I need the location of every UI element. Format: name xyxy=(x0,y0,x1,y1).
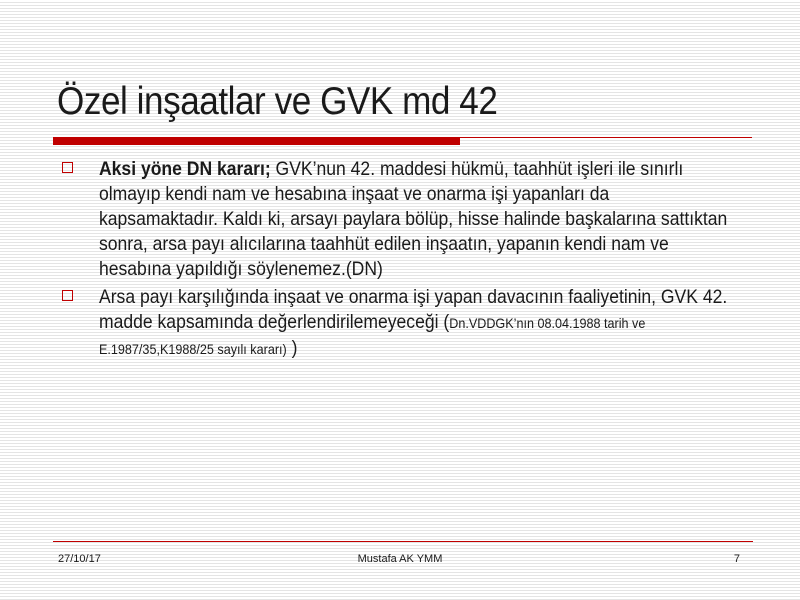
bullet-citation: Dn.VDDGK’nın 08.04.1988 tarih ve E.1987/35,K1988/25 sayılı kararı) xyxy=(99,315,646,357)
slide-title: Özel inşaatlar ve GVK md 42 xyxy=(57,80,498,123)
bullet-item-1 xyxy=(62,157,752,282)
bullet-body: Arsa payı karşılığında inşaat ve onarma işi yapan davacının faaliyetinin, GVK 42. madde kapsamında değerlendirilemeyeceği ( xyxy=(99,286,728,333)
footer-author: Mustafa AK YMM xyxy=(357,553,443,565)
hollow-square-bullet-icon xyxy=(62,162,73,173)
bullet-tail: ) xyxy=(286,337,298,359)
bullet-list xyxy=(62,157,752,365)
bullet-body: GVK’nun 42. maddesi hükmü, taahhüt işleri ile sınırlı olmayıp kendi nam ve hesabına inşaat ve onarma işi yapanları da kapsamaktadır. Kaldı ki, arsayı paylara bölüp, hisse halinde başkalarına sattıktan sonra, arsa payı alıcılarına taahhüt edilen inşaatın, yapanın kendi nam ve hesabına yapıldığı söylenemez.(DN) xyxy=(99,158,728,280)
bullet-text-1 xyxy=(99,157,729,282)
footer-divider xyxy=(53,541,753,542)
bullet-item-2 xyxy=(62,285,752,362)
footer-date: 27/10/17 xyxy=(58,553,101,565)
bullet-text-2 xyxy=(99,285,729,362)
bullet-bold-lead: Aksi yöne DN kararı; xyxy=(99,158,271,180)
title-underline-thin xyxy=(460,137,752,138)
footer-page-number: 7 xyxy=(733,553,740,565)
hollow-square-bullet-icon xyxy=(62,290,73,301)
title-underline-thick xyxy=(53,137,460,145)
